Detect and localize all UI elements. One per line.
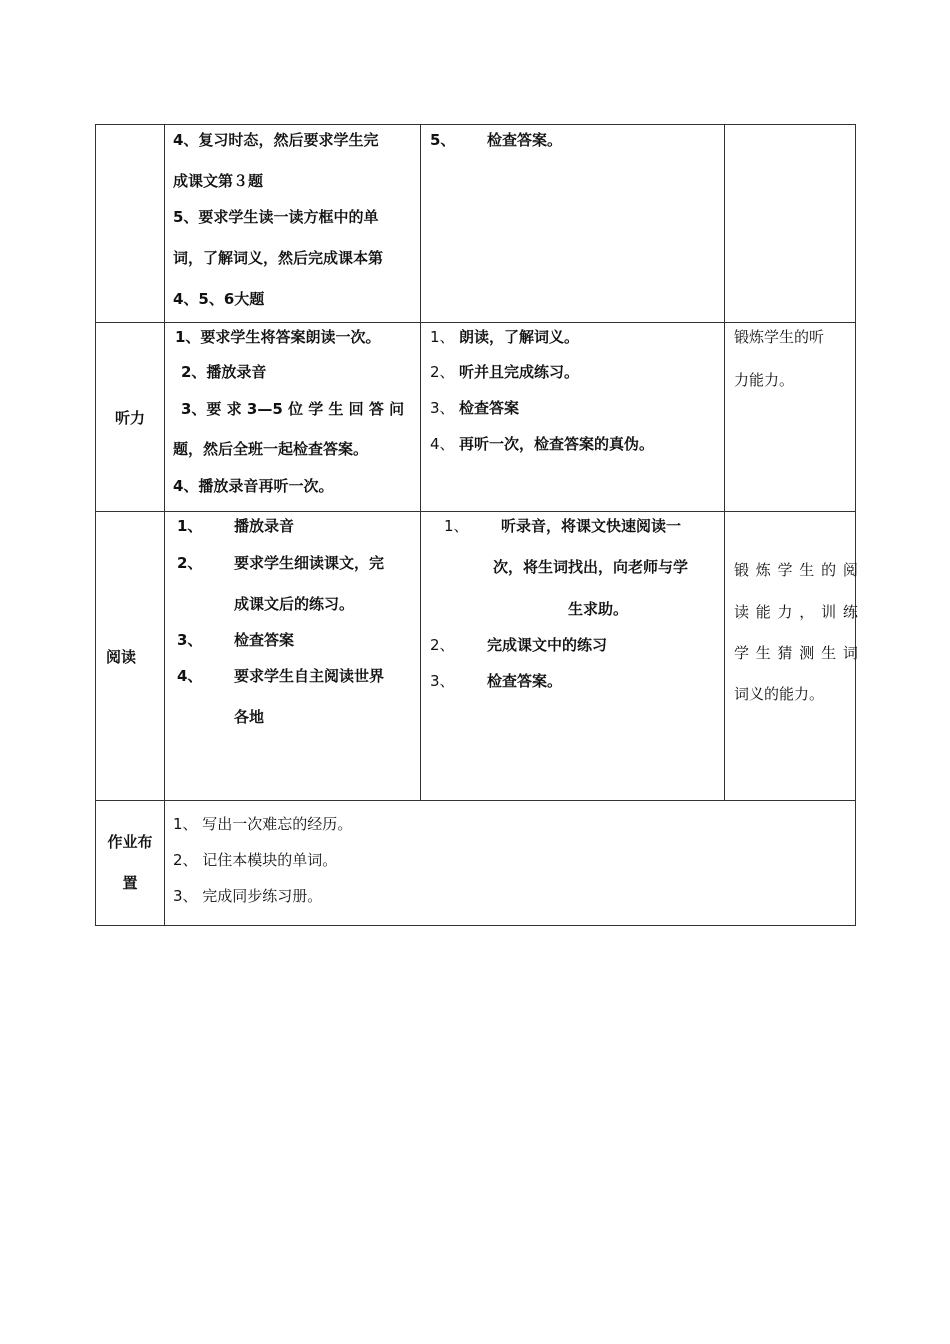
activity-line: 生求助。 [568,600,629,618]
row-label: 听力 [96,323,165,512]
purpose-cell [725,323,856,512]
item-number: 3、 [430,672,455,690]
activity-line: 5、要求学生读一读方框中的单 [173,208,379,226]
activity-line: 3、要 求 3—5 位 学 生 回 答 问 [181,400,405,418]
item-number: 3、 [177,631,203,649]
activity-line: 要求学生自主阅读世界 [234,667,385,685]
activity-line: 朗读，了解词义。 [459,328,580,346]
row-label [96,125,165,323]
activity-line: 成课文后的练习。 [234,595,355,613]
item-number: 1、 [177,517,203,535]
homework-cell [165,801,856,926]
activity-line: 听并且完成练习。 [459,363,580,381]
lesson-plan-table [95,124,859,926]
table-row [96,801,856,926]
activity-line: 检查答案。 [487,672,563,690]
activity-line: 4、5、6大题 [173,290,265,308]
purpose-cell [725,125,856,323]
item-number: 3、 [430,399,455,417]
item-number: 2、 [177,554,203,572]
teacher-activity-cell [165,323,421,512]
activity-line: 2、播放录音 [181,363,267,381]
item-number: 1、 [430,328,455,346]
purpose-line: 读 能 力 ， 训 练 [734,603,859,621]
student-activity-cell [421,512,725,801]
activity-line: 各地 [234,708,265,726]
homework-item: 3、 完成同步练习册。 [173,887,323,905]
item-number: 1、 [444,517,469,535]
row-label: 阅读 [96,512,165,801]
activity-line: 词，了解词义，然后完成课本第 [173,249,384,267]
student-activity-cell [421,125,725,323]
activity-line: 检查答案 [234,631,295,649]
purpose-line: 学 生 猜 测 生 词 [734,644,859,662]
item-number: 4、 [177,667,203,685]
homework-item: 2、 记住本模块的单词。 [173,851,338,869]
table-row [96,125,856,323]
activity-line: 检查答案 [459,399,520,417]
table-row [96,323,856,512]
item-number: 2、 [430,636,455,654]
purpose-line: 力能力。 [734,371,795,389]
activity-line: 播放录音 [234,517,295,535]
homework-item: 1、 写出一次难忘的经历。 [173,815,353,833]
activity-line: 4、播放录音再听一次。 [173,477,334,495]
activity-line: 完成课文中的练习 [487,636,608,654]
activity-line: 听录音，将课文快速阅读一 [501,517,682,535]
activity-line: 成课文第３题 [173,172,264,190]
purpose-line: 词义的能力。 [734,685,825,703]
activity-line: 要求学生细读课文，完 [234,554,385,572]
activity-line: 1、要求学生将答案朗读一次。 [175,328,381,346]
activity-line: 次，将生词找出，向老师与学 [493,558,689,576]
activity-line: 题，然后全班一起检查答案。 [173,440,369,458]
teacher-activity-cell [165,125,421,323]
table-row [96,512,856,801]
row-label: 作业布 置 [96,801,165,926]
purpose-line: 锻炼学生的听 [734,328,825,346]
teacher-activity-cell [165,512,421,801]
activity-line: 检查答案。 [487,131,563,149]
purpose-cell [725,512,859,801]
item-number: 4、 [430,435,455,453]
activity-line: 再听一次，检查答案的真伪。 [459,435,655,453]
student-activity-cell [421,323,725,512]
activity-line: 4、复习时态，然后要求学生完 [173,131,379,149]
purpose-line: 锻 炼 学 生 的 阅 [734,561,859,579]
item-number: 5、 [430,131,456,149]
item-number: 2、 [430,363,455,381]
